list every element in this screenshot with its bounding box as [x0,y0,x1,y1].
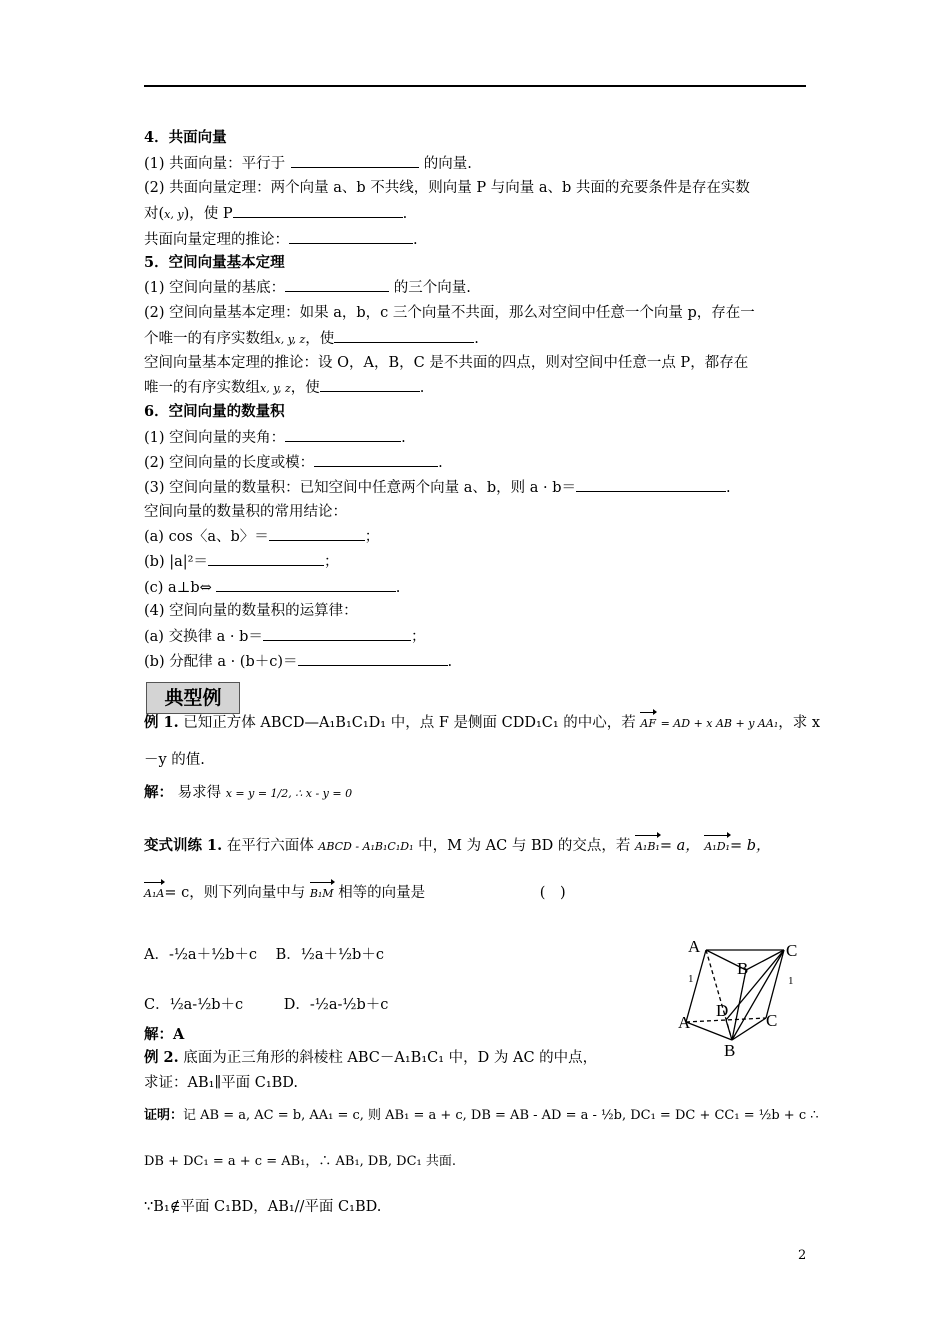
ex2-prove: 求证：AB₁∥平面 C₁BD. [144,1075,299,1091]
s5-xyz2: x, y, z [260,382,291,395]
ex1-label: 例 1. [144,714,179,731]
var1-line1 [144,833,770,857]
s4-title: 4．共面向量 [144,129,227,146]
blank [269,526,365,541]
s5-line5: 唯一的有序实数组x, y, z，使 . [144,377,424,399]
blank [291,153,419,168]
ex1-sol-formula: x = y = 1/2, ∴ x - y = 0 [225,787,353,800]
var1-text1: 在平行六面体 [226,838,314,854]
ex1-sol-text: 易求得 [177,785,222,801]
ex2-proof1-text: 记 AB = a, AC = b, AA₁ = c, 则 AB₁ = a + c, DB = AB - AD = a - ½b, DC₁ = DC + CC₁ = ½b + c ∴ [183,1108,819,1123]
edge [726,1020,732,1040]
s6-c: (c) a⊥b⇔ . [144,577,400,598]
var1-eq-c: = c，则下列向量中与 [164,885,306,901]
s6-lb: (b) 分配律 a · (b＋c)＝ . [144,651,452,672]
s5-line3-b: ，使 [305,331,335,347]
option-c: C．½a-½b＋c [144,997,244,1013]
s4-line1-tail: 的向量. [419,156,472,172]
label-d: D [716,1001,729,1020]
label-a: A [678,1013,691,1032]
ex1-tail: ，求 x [778,715,821,731]
s5-line5-a: 唯一的有序实数组 [144,380,260,396]
s6-line1-text: (1) 空间向量的夹角： [144,430,286,446]
s6-title: 6．空间向量的数量积 [144,403,285,420]
ex1-sol-label: 解： [144,784,173,801]
prism-figure [670,930,820,1060]
s4-line1-text: (1) 共面向量：平行于 [144,156,286,172]
option-a: A．-½a＋½b＋c [144,947,258,963]
var1-options-ab [144,945,384,965]
s6-la: (a) 交换律 a · b＝ ； [144,626,425,647]
label-sub1-a: 1 [688,973,694,985]
var1-vec-b1m: B₁M [310,880,334,904]
s4-line4-text: 共面向量定理的推论： [144,232,289,248]
s5-line1 [144,277,471,298]
edge [706,950,732,1040]
s5-line1-tail: 的三个向量. [389,280,471,296]
s6-c-text: (c) a⊥b⇔ [144,580,212,596]
page-number: 2 [798,1248,807,1263]
edge [732,1018,766,1040]
s4-line2: (2) 共面向量定理：两个向量 a、b 不共线，则向量 P 与向量 a、b 共面的充要条件是存在实数 [144,180,750,196]
s6-lb-text: (b) 分配律 a · (b＋c)＝ [144,654,298,670]
s6-b-text: (b) |a|²＝ [144,554,208,570]
blank [216,577,396,592]
s6-b: (b) |a|²＝ ； [144,551,338,572]
blank [233,203,403,218]
s5-line4: 空间向量基本定理的推论：设 O，A，B，C 是不共面的四点，则对空间中任意一点 P，都存在 [144,355,749,371]
s6-line2: (2) 空间向量的长度或模： . [144,452,443,473]
label-a1: A [688,937,701,956]
blank [334,328,474,343]
s4-line1 [144,153,472,174]
s4-line3-b: )，使 P [183,206,233,222]
s6-line2-text: (2) 空间向量的长度或模： [144,455,315,471]
var1-eq-a: = a， [659,838,700,854]
s6-line4: 空间向量的数量积的常用结论： [144,504,347,520]
ex1-vec-af: AF [640,710,656,734]
blank [208,551,324,566]
var1-vec-a1a: A₁A [144,880,164,904]
label-b1: B [737,959,749,978]
s4-line3: 对(x, y)，使 P . [144,203,407,225]
blank [298,651,448,666]
s4-line3-a: 对( [144,206,165,222]
ex1-text: 已知正方体 ABCD—A₁B₁C₁D₁ 中，点 F 是侧面 CDD₁C₁ 的中心，若 [183,715,636,731]
s5-line3: 个唯一的有序实数组x, y, z，使 . [144,328,479,350]
s5-title: 5．空间向量基本定理 [144,254,285,271]
blank [320,377,420,392]
ex2-proof2: DB + DC₁ = a + c = AB₁，∴ AB₁, DB, DC₁ 共面. [144,1154,457,1169]
ex2-proof-label: 证明： [144,1108,184,1123]
ex2-text: 底面为正三角形的斜棱柱 ABC－A₁B₁C₁ 中，D 为 AC 的中点， [183,1050,598,1066]
ex1-line2: －y 的值. [144,752,205,768]
var1-solid: ABCD - A₁B₁C₁D₁ [318,840,414,853]
s6-la-text: (a) 交换律 a · b＝ [144,629,263,645]
s6-line1: (1) 空间向量的夹角： . [144,427,406,448]
ex1-formula: = AD + x AB + y AA₁ [660,717,779,730]
s6-a-text: (a) cos〈a、b〉＝ [144,529,269,545]
ex1-solution [144,783,352,804]
var1-vec-a1b1: A₁B₁ [635,833,660,857]
var1-solution: 解：A [144,1026,185,1043]
label-c: C [766,1011,778,1030]
option-b: B．½a＋½b＋c [275,947,384,963]
ex1-line1 [144,710,820,734]
blank [576,477,726,492]
s5-line1-text: (1) 空间向量的基底： [144,280,286,296]
label-b: B [724,1041,736,1060]
blank [314,452,438,467]
blank [289,229,413,244]
s6-line3-text: (3) 空间向量的数量积：已知空间中任意两个向量 a、b，则 a · b＝ [144,480,577,496]
edge [686,950,706,1022]
ex2-proof3: ∵B₁∉平面 C₁BD，AB₁//平面 C₁BD. [144,1199,382,1215]
label-c1: C [786,941,798,960]
blank [263,626,411,641]
s5-line3-a: 个唯一的有序实数组 [144,331,275,347]
s5-xyz: x, y, z [274,333,306,346]
blank [285,427,401,442]
s5-line2: (2) 空间向量基本定理：如果 a，b，c 三个向量不共面，那么对空间中任意一个向量 p，存在一 [144,305,755,321]
var1-options-cd [144,995,388,1015]
var1-eq-b: = b， [729,838,771,854]
s5-line5-b: ，使 [290,380,320,396]
var1-label: 变式训练 1. [144,837,223,854]
edge [686,1022,732,1040]
blank [285,277,389,292]
ex2-proof1 [144,1106,819,1126]
section-title-box: 典型例 [146,682,240,714]
label-sub1-c: 1 [788,975,794,987]
ex2-line1 [144,1048,597,1068]
s6-line5: (4) 空间向量的数量积的运算律： [144,603,358,619]
header-rule [144,85,806,87]
s6-a: (a) cos〈a、b〉＝ ； [144,526,379,547]
var1-text2: 中，M 为 AC 与 BD 的交点，若 [418,838,631,854]
var1-paren: ( ) [539,885,566,901]
s4-xy: x, y [164,208,184,221]
ex2-label: 例 2. [144,1049,179,1066]
var1-vec-a1d1: A₁D₁ [704,833,730,857]
s6-line3: (3) 空间向量的数量积：已知空间中任意两个向量 a、b，则 a · b＝ . [144,477,731,498]
s4-line4: 共面向量定理的推论： . [144,229,418,250]
var1-line2 [144,880,566,904]
var1-text3: 相等的向量是 [338,885,426,901]
option-d: D．-½a-½b＋c [283,997,389,1013]
